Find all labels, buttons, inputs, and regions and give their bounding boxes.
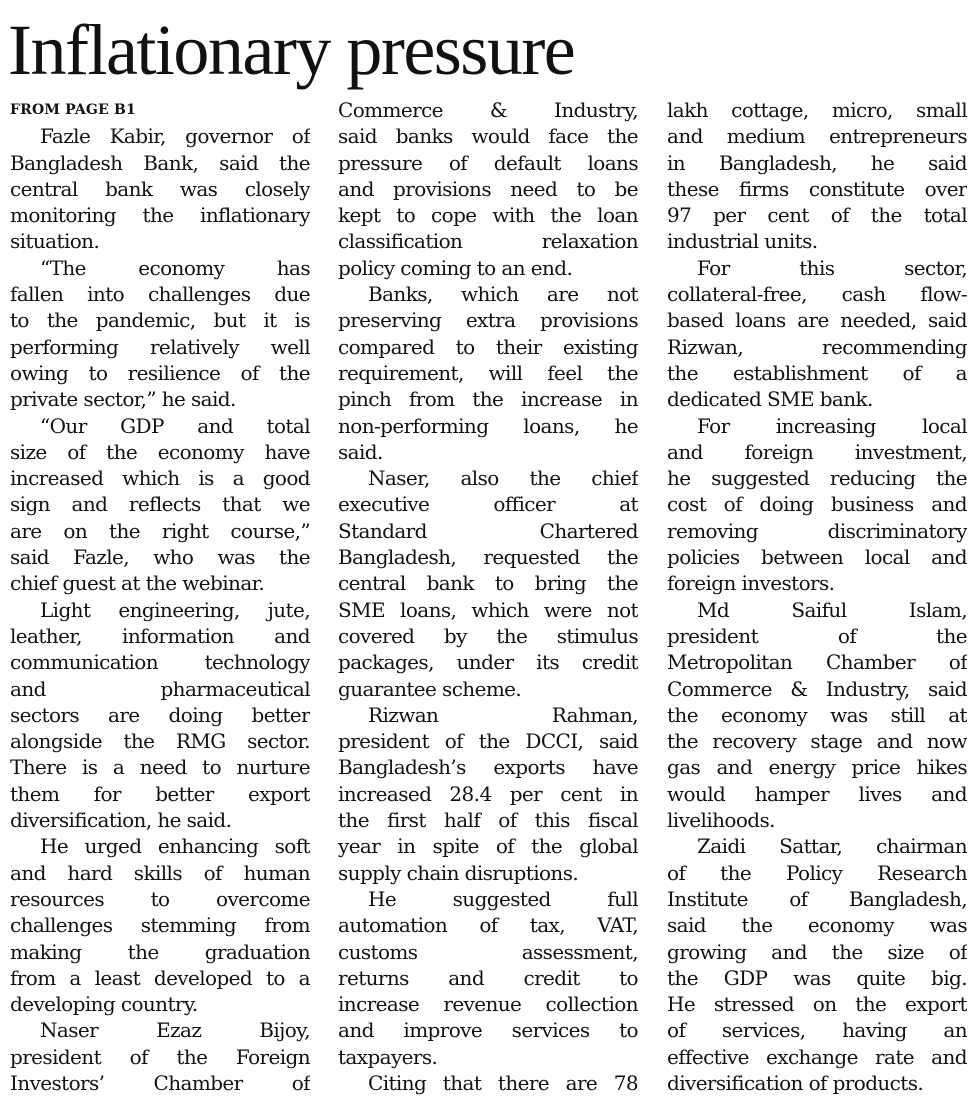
text-line: Zaidi Sattar, chairman [697, 834, 967, 859]
text-line: Banks, which are not [368, 282, 638, 307]
text-line: he suggested reducing the [667, 466, 967, 491]
text-line: Commerce & Industry, [338, 98, 638, 122]
article-column-1 [10, 97, 310, 1096]
text-line: He urged enhancing soft [40, 834, 310, 859]
text-line: sectors are doing better [10, 702, 310, 727]
text-line: taxpayers. [338, 1044, 438, 1069]
text-line: said banks would face the [338, 124, 638, 149]
text-line: and medium entrepreneurs [667, 124, 967, 149]
text-line: increase revenue collection [338, 992, 638, 1017]
headline: Inflationary pressure [8, 10, 575, 90]
text-line: pinch from the increase in [338, 387, 638, 412]
text-line: covered by the stimulus [338, 623, 638, 648]
text-line: Bangladesh Bank, said the [10, 150, 310, 175]
text-line: Commerce & Industry, said [667, 676, 967, 701]
text-line: industrial units. [667, 229, 818, 254]
text-line: from a least developed to a [10, 965, 310, 990]
article-paragraph [667, 833, 967, 1096]
text-line: president of the DCCI, said [338, 729, 638, 754]
text-line: compared to their existing [338, 334, 638, 359]
article-paragraph [667, 255, 967, 413]
text-line: cost of doing business and [667, 492, 967, 517]
text-line: and improve services to [338, 1018, 638, 1043]
text-line: He stressed on the export [667, 992, 967, 1017]
text-line: removing discriminatory [667, 518, 967, 543]
text-line: said. [338, 439, 383, 464]
text-line: automation of tax, VAT, [338, 913, 638, 938]
text-line: Bangladesh’s exports have [338, 755, 638, 780]
text-line: year in spite of the global [338, 834, 638, 859]
text-line: Fazle Kabir, governor of [40, 124, 310, 149]
text-line: supply chain disruptions. [338, 860, 579, 885]
text-line: performing relatively well [10, 334, 310, 359]
text-line: pressure of default loans [338, 150, 638, 175]
text-line: are on the right course,” [10, 518, 310, 543]
text-line: SME loans, which were not [338, 597, 638, 622]
article-paragraph [667, 97, 967, 255]
text-line: customs assessment, [338, 939, 638, 964]
text-line: guarantee scheme. [338, 676, 522, 701]
text-line: non-performing loans, he [338, 413, 638, 438]
text-line: He suggested full [368, 886, 638, 911]
text-line: diversification, he said. [10, 808, 232, 833]
text-line: growing and the size of [667, 939, 967, 964]
text-line: president of the [667, 623, 967, 648]
article-paragraph [10, 123, 310, 254]
text-line: Md Saiful Islam, [697, 597, 967, 622]
text-line: leather, information and [10, 623, 310, 648]
text-line: returns and credit to [338, 965, 638, 990]
text-line: making the graduation [10, 939, 310, 964]
text-line: increased 28.4 per cent in [338, 781, 638, 806]
article-paragraph [338, 702, 638, 886]
text-line: Metropolitan Chamber of [667, 650, 967, 675]
text-line: resources to overcome [10, 886, 310, 911]
text-line: central bank was closely [10, 176, 310, 201]
article-paragraph [10, 833, 310, 1017]
text-line: and pharmaceutical [10, 676, 310, 701]
text-line: For this sector, [697, 255, 967, 280]
article-paragraph [10, 1017, 310, 1096]
article-paragraph [10, 255, 310, 413]
text-line: the first half of this fiscal [338, 808, 638, 833]
text-line: Rizwan, recommending [667, 334, 967, 359]
text-line: challenges stemming from [10, 913, 310, 938]
article-paragraph [338, 97, 638, 281]
text-line: to the pandemic, but it is [10, 308, 310, 333]
text-line: Citing that there are 78 [368, 1070, 638, 1095]
article-paragraph [10, 413, 310, 597]
text-line: said Fazle, who was the [10, 545, 310, 570]
text-line: dedicated SME bank. [667, 387, 873, 412]
dateline: FROM PAGE B1 [10, 102, 136, 118]
text-line: fallen into challenges due [10, 282, 310, 307]
article-paragraph [10, 597, 310, 834]
text-line: communication technology [10, 650, 310, 675]
text-line: developing country. [10, 992, 198, 1017]
text-line: lakh cottage, micro, small [667, 98, 967, 122]
text-line: foreign investors. [667, 571, 835, 596]
text-line: private sector,” he said. [10, 387, 236, 412]
article-paragraph [667, 597, 967, 834]
text-line: requirement, will feel the [338, 360, 638, 385]
text-line: Bangladesh, requested the [338, 545, 638, 570]
text-line: “The economy has [40, 255, 310, 280]
text-line: Light engineering, jute, [40, 597, 310, 622]
text-line: the establishment of a [667, 360, 967, 385]
text-line: policy coming to an end. [338, 255, 573, 280]
article-paragraph [338, 465, 638, 702]
text-line: preserving extra provisions [338, 308, 638, 333]
text-line: increased which is a good [10, 466, 310, 491]
text-line: diversification of products. [667, 1070, 924, 1095]
article-column-3 [667, 97, 967, 1096]
text-line: monitoring the inflationary [10, 203, 310, 228]
text-line: the recovery stage and now [667, 729, 967, 754]
text-line: classification relaxation [338, 229, 638, 254]
text-line: central bank to bring the [338, 571, 638, 596]
text-line: kept to cope with the loan [338, 203, 638, 228]
text-line: the economy was still at [667, 702, 967, 727]
text-line: sign and reflects that we [10, 492, 310, 517]
article-column-2 [338, 97, 638, 1096]
text-line: and foreign investment, [667, 439, 967, 464]
text-line: said the economy was [667, 913, 967, 938]
text-line: of the Policy Research [667, 860, 967, 885]
text-line: Naser, also the chief [368, 466, 638, 491]
text-line: Investors’ Chamber of [10, 1070, 310, 1095]
text-line: Institute of Bangladesh, [667, 886, 967, 911]
text-line: Naser Ezaz Bijoy, [40, 1018, 310, 1043]
article-paragraph [338, 1070, 638, 1096]
text-line: situation. [10, 229, 100, 254]
text-line: Standard Chartered [338, 518, 638, 543]
text-line: “Our GDP and total [40, 413, 310, 438]
text-line: executive officer at [338, 492, 638, 517]
text-line: collateral-free, cash flow- [667, 282, 967, 307]
text-line: There is a need to nurture [10, 755, 310, 780]
text-line: president of the Foreign [10, 1044, 310, 1069]
text-line: gas and energy price hikes [667, 755, 967, 780]
text-line: livelihoods. [667, 808, 775, 833]
text-line: in Bangladesh, he said [667, 150, 967, 175]
text-line: and provisions need to be [338, 176, 638, 201]
text-line: them for better export [10, 781, 310, 806]
text-line: the GDP was quite big. [667, 965, 967, 990]
text-line: packages, under its credit [338, 650, 638, 675]
text-line: effective exchange rate and [667, 1044, 967, 1069]
text-line: For increasing local [697, 413, 967, 438]
text-line: of services, having an [667, 1018, 967, 1043]
text-line: chief guest at the webinar. [10, 571, 265, 596]
text-line: and hard skills of human [10, 860, 310, 885]
text-line: size of the economy have [10, 439, 310, 464]
article-paragraph [338, 886, 638, 1070]
text-line: alongside the RMG sector. [10, 729, 310, 754]
article-paragraph [338, 281, 638, 465]
text-line: policies between local and [667, 545, 967, 570]
text-line: would hamper lives and [667, 781, 967, 806]
text-line: Rizwan Rahman, [368, 702, 638, 727]
article-paragraph [667, 413, 967, 597]
text-line: 97 per cent of the total [667, 203, 967, 228]
text-line: owing to resilience of the [10, 360, 310, 385]
text-line: these firms constitute over [667, 176, 967, 201]
text-line: based loans are needed, said [667, 308, 967, 333]
